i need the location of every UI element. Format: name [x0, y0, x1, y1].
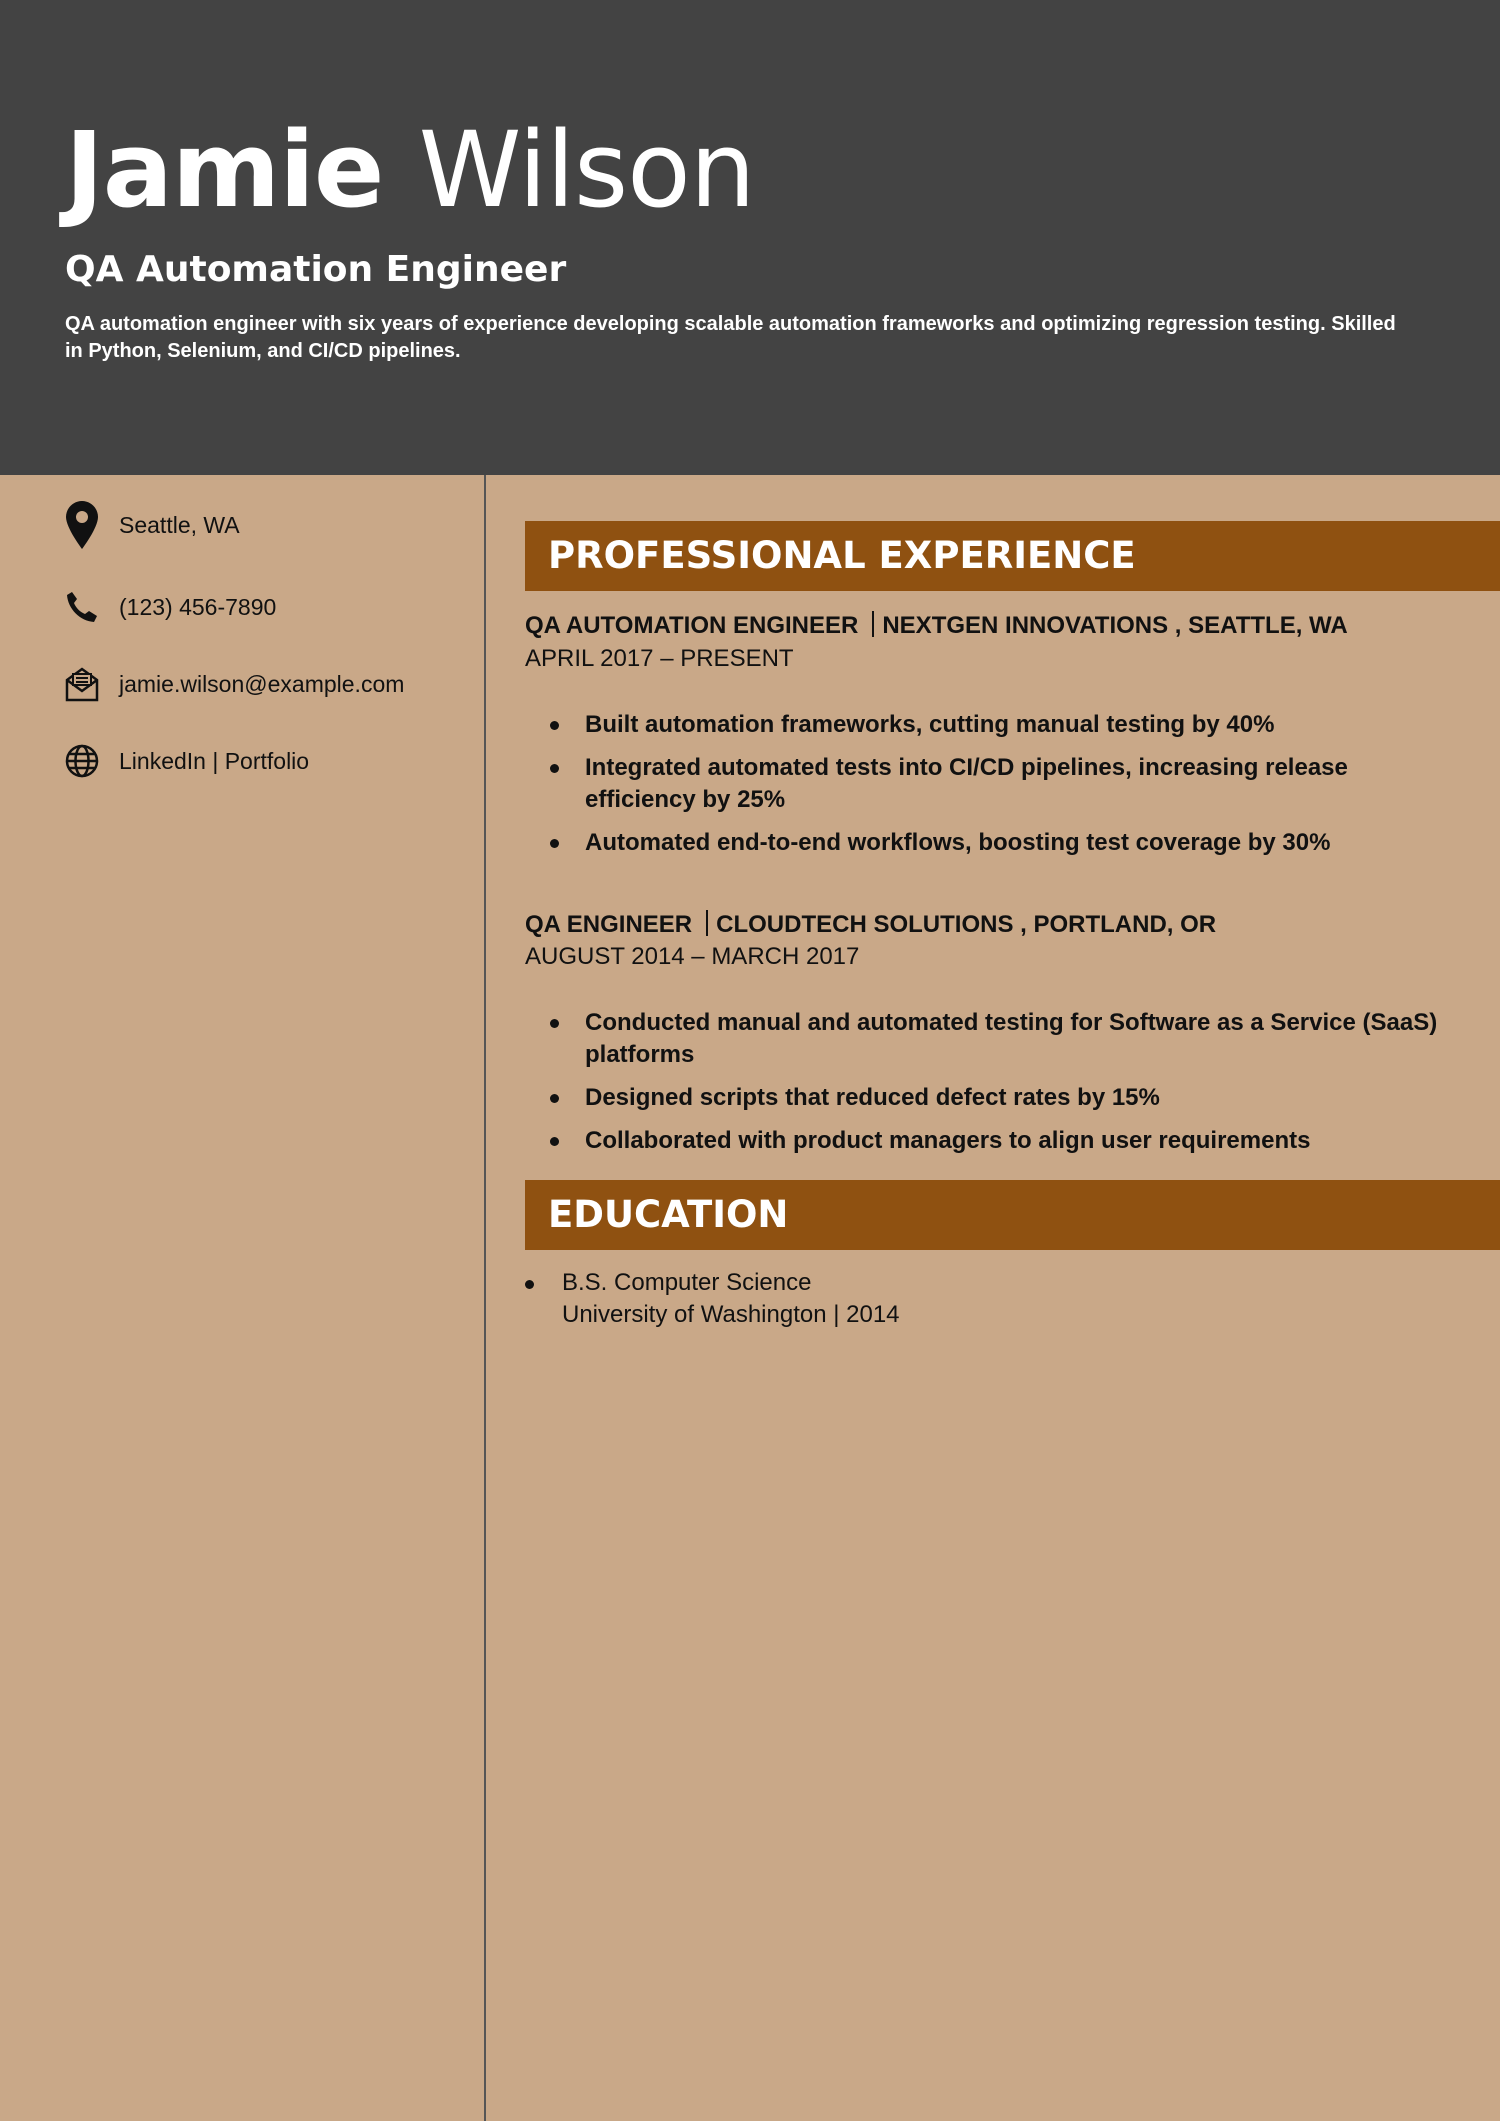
job-bullets [525, 709, 1445, 870]
list-item: Designed scripts that reduced defect rates by 15% [525, 1082, 1445, 1114]
job-dates: AUGUST 2014 – MARCH 2017 [525, 943, 860, 970]
list-item: Built automation frameworks, cutting manual testing by 40% [525, 709, 1445, 741]
separator [706, 910, 708, 936]
experience-heading: PROFESSIONAL EXPERIENCE [525, 521, 1500, 591]
bullet-dot [525, 1280, 534, 1289]
column-divider [484, 475, 486, 2121]
contact-email [65, 659, 404, 709]
list-item: Automated end-to-end workflows, boosting test coverage by 30% [525, 827, 1445, 859]
first-name: Jamie [65, 109, 384, 231]
degree: B.S. Computer Science [562, 1269, 812, 1296]
envelope-icon [65, 659, 99, 709]
job-header [525, 909, 1216, 941]
job-bullets [525, 1007, 1445, 1168]
links-text[interactable]: LinkedIn | Portfolio [119, 747, 310, 774]
job-dates: APRIL 2017 – PRESENT [525, 645, 794, 672]
contact-location [65, 500, 240, 550]
map-pin-icon [65, 500, 99, 550]
contact-links [65, 736, 309, 786]
education-heading: EDUCATION [525, 1180, 1500, 1250]
school: University of Washington | 2014 [562, 1301, 900, 1328]
job-company: CLOUDTECH SOLUTIONS , PORTLAND, OR [716, 911, 1217, 938]
separator [872, 611, 874, 637]
phone-icon [65, 582, 99, 632]
resume-header [0, 0, 1500, 475]
phone-text[interactable]: (123) 456-7890 [119, 593, 277, 620]
email-text[interactable]: jamie.wilson@example.com [119, 670, 405, 697]
job-title: QA Automation Engineer [65, 249, 567, 290]
job-role: QA AUTOMATION ENGINEER [525, 612, 859, 639]
contact-phone [65, 582, 276, 632]
education-entry [525, 1267, 1425, 1331]
globe-icon [65, 736, 99, 786]
list-item: Collaborated with product managers to align user requirements [525, 1125, 1445, 1157]
job-header [525, 610, 1348, 642]
job-role: QA ENGINEER [525, 911, 693, 938]
list-item: Conducted manual and automated testing for Software as a Service (SaaS) platforms [525, 1007, 1445, 1071]
job-company: NEXTGEN INNOVATIONS , SEATTLE, WA [882, 612, 1348, 639]
professional-summary: QA automation engineer with six years of experience developing scalable automation frameworks and optimizing regression testing. Skilled in Python, Selenium, and CI/CD pipelines. [65, 313, 1396, 362]
location-text: Seattle, WA [119, 511, 240, 538]
last-name: Wilson [418, 109, 755, 231]
list-item: Integrated automated tests into CI/CD pipelines, increasing release efficiency by 25% [525, 752, 1445, 816]
candidate-name [65, 108, 755, 232]
